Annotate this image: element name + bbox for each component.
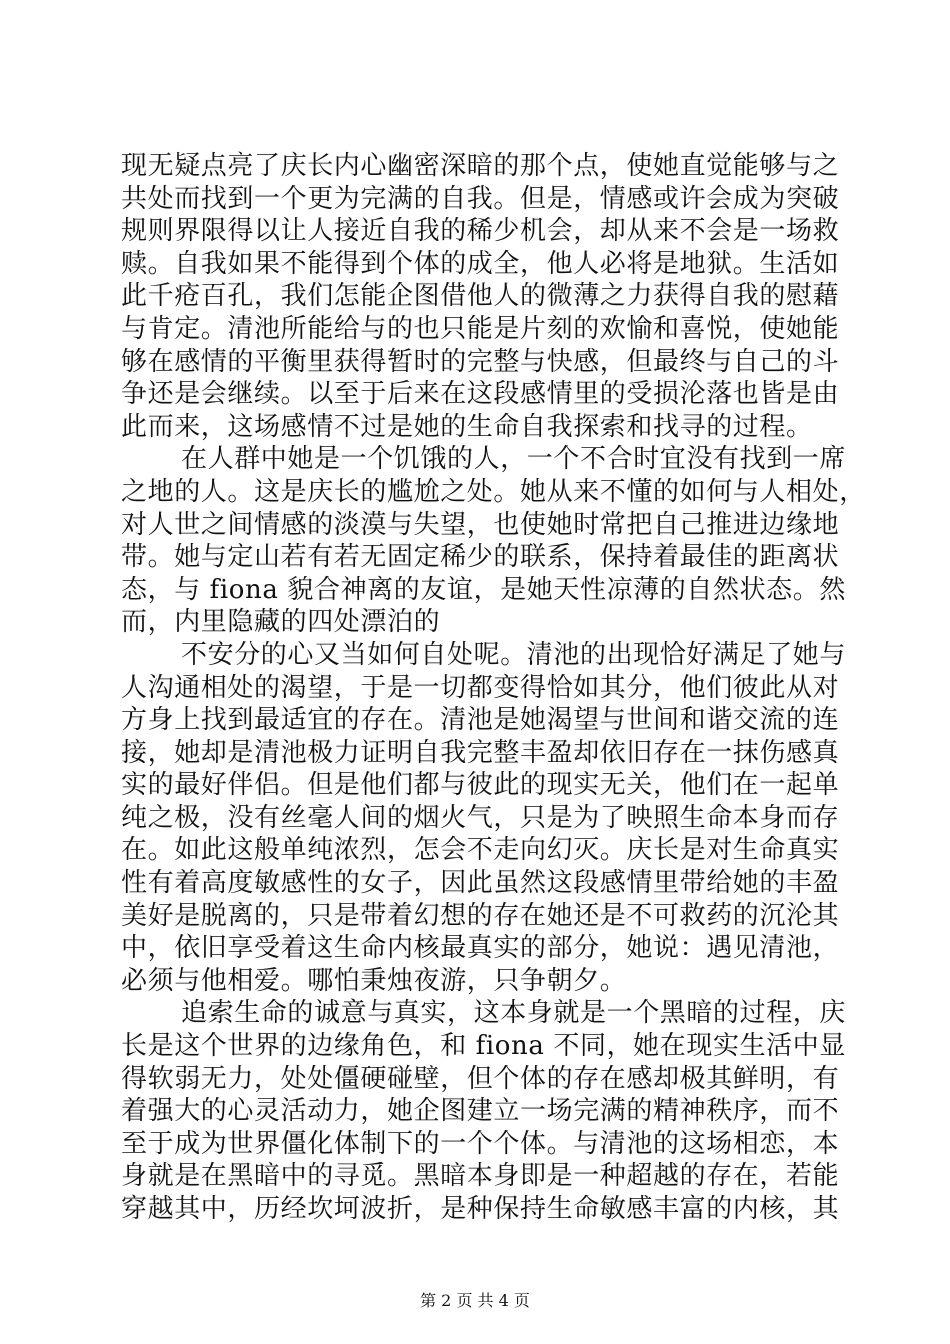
text-line: 此千疮百孔，我们怎能企图借他人的微薄之力获得自我的慰藉 [121,281,840,312]
text-line: 不安分的心又当如何自处呢。清池的出现恰好满足了她与 [181,639,847,670]
text-line: 实的最好伴侣。但是他们都与彼此的现实无关，他们在一起单 [121,770,840,801]
page-footer: 第 2 页 共 4 页 [420,1291,530,1310]
text-line: 现无疑点亮了庆长内心幽密深暗的那个点，使她直觉能够与之 [121,151,840,181]
text-line: 性有着高度敏感性的女子，因此虽然这段感情里带给她的丰盈 [121,868,840,899]
text-line: 与肯定。清池所能给与的也只能是片刻的欢愉和喜悦，使她能 [121,313,840,344]
text-line: 追索生命的诚意与真实，这本身就是一个黑暗的过程，庆 [181,998,847,1029]
text-line: 美好是脱离的，只是带着幻想的存在她还是不可救药的沉沦其 [121,900,840,931]
text-line: 带。她与定山若有若无固定稀少的联系，保持着最佳的距离状 [121,542,840,573]
text-line: 得软弱无力，处处僵硬碰壁，但个体的存在感却极其鲜明，有 [121,1063,840,1094]
text-line: 接，她却是清池极力证明自我完整丰盈却依旧存在一抹伤感真 [121,737,840,768]
text-line: 对人世之间情感的淡漠与失望，也使她时常把自己推进边缘地 [121,509,840,540]
text-line: 身就是在黑暗中的寻觅。黑暗本身即是一种超越的存在，若能 [121,1161,840,1192]
text-line: 赎。自我如果不能得到个体的成全，他人必将是地狱。生活如 [121,248,840,279]
text-line: 至于成为世界僵化体制下的一个个体。与清池的这场相恋，本 [121,1128,840,1159]
text-line: 长是这个世界的边缘角色，和 fiona 不同，她在现实生活中显 [121,1031,846,1062]
text-line: 够在感情的平衡里获得暂时的完整与快感，但最终与自己的斗 [121,346,840,377]
text-line: 在人群中她是一个饥饿的人，一个不合时宜没有找到一席 [181,444,847,475]
text-line: 着强大的心灵活动力，她企图建立一场完满的精神秩序，而不 [121,1096,840,1127]
text-line: 规则界限得以让人接近自我的稀少机会，却从来不会是一场救 [121,216,840,247]
text-line: 共处而找到一个更为完满的自我。但是，情感或许会成为突破 [121,183,840,214]
text-line: 人沟通相处的渴望，于是一切都变得恰如其分，他们彼此从对 [121,672,840,703]
text-line: 而，内里隐藏的四处漂泊的 [121,607,441,638]
text-line: 态，与 fiona 貌合神离的友谊，是她天性凉薄的自然状态。然 [121,574,846,605]
text-line: 必须与他相爱。哪怕秉烛夜游，只争朝夕。 [121,965,627,996]
text-line: 穿越其中，历经坎坷波折，是种保持生命敏感丰富的内核，其 [121,1194,840,1224]
text-line: 此而来，这场感情不过是她的生命自我探索和找寻的过程。 [121,411,813,442]
text-line: 中，依旧享受着这生命内核最真实的部分，她说：遇见清池， [121,933,840,964]
text-line: 方身上找到最适宜的存在。清池是她渴望与世间和谐交流的连 [121,705,840,736]
text-line: 争还是会继续。以至于后来在这段感情里的受损沦落也皆是由 [121,379,840,410]
text-line: 纯之极，没有丝毫人间的烟火气，只是为了映照生命本身而存 [121,802,840,833]
body-text [121,150,866,1226]
text-line: 之地的人。这是庆长的尴尬之处。她从来不懂的如何与人相处， [121,476,866,507]
text-line: 在。如此这般单纯浓烈，怎会不走向幻灭。庆长是对生命真实 [121,835,840,866]
